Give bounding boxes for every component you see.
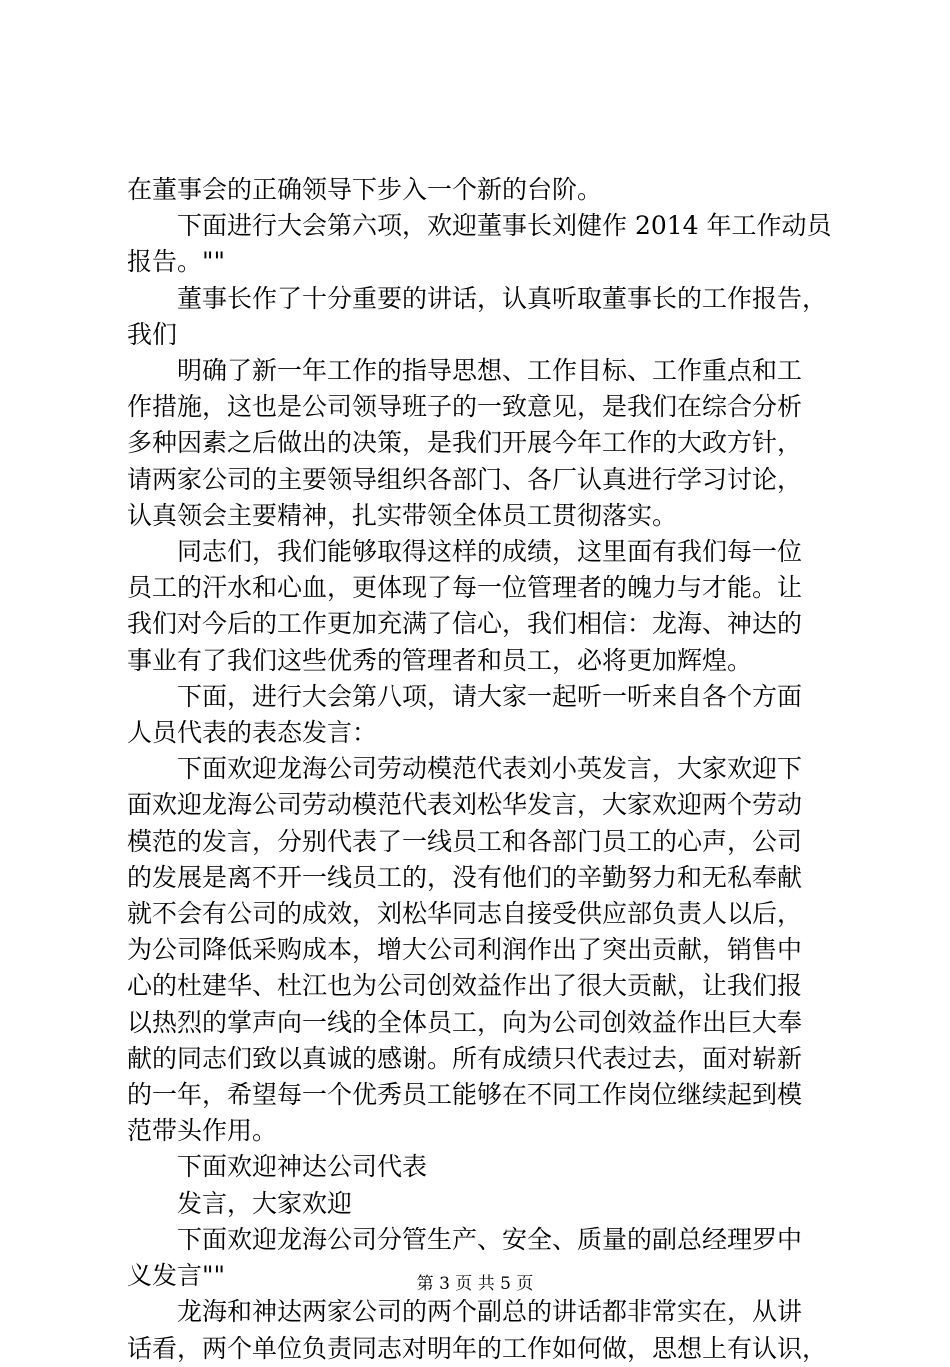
text-line: 认真领会主要精神，扎实带领全体员工贯彻落实。 (127, 500, 678, 530)
text-line: 下面进行大会第六项，欢迎董事长刘健作 2014 年工作动员 (127, 211, 832, 241)
text-line: 龙海和神达两家公司的两个副总的讲话都非常实在，从讲 (127, 1297, 803, 1327)
text-line: 下面欢迎神达公司代表 (127, 1152, 428, 1182)
text-line: 董事长作了十分重要的讲话，认真听取董事长的工作报告， (127, 283, 828, 313)
page-footer: 第 3 页 共 5 页 (416, 1274, 534, 1294)
text-line: 下面欢迎龙海公司劳动模范代表刘小英发言，大家欢迎下 (127, 754, 803, 784)
text-line: 人员代表的表态发言： (127, 718, 378, 748)
text-line: 就不会有公司的成效，刘松华同志自接受供应部负责人以后， (127, 899, 803, 929)
text-line: 献的同志们致以真诚的感谢。所有成绩只代表过去，面对崭新 (127, 1043, 803, 1073)
text-line: 模范的发言，分别代表了一线员工和各部门员工的心声，公司 (127, 826, 803, 856)
text-line: 员工的汗水和心血，更体现了每一位管理者的魄力与才能。让 (127, 573, 803, 603)
text-line: 事业有了我们这些优秀的管理者和员工，必将更加辉煌。 (127, 645, 753, 675)
text-line: 的一年，希望每一个优秀员工能够在不同工作岗位继续起到模 (127, 1080, 803, 1110)
text-line: 明确了新一年工作的指导思想、工作目标、工作重点和工 (127, 356, 803, 386)
text-line: 我们对今后的工作更加充满了信心，我们相信：龙海、神达的 (127, 609, 803, 639)
text-line: 义发言"" (127, 1261, 225, 1291)
text-line: 多种因素之后做出的决策，是我们开展今年工作的大政方针， (127, 428, 803, 458)
text-line: 请两家公司的主要领导组织各部门、各厂认真进行学习讨论， (127, 464, 803, 494)
document-body (127, 172, 837, 1367)
text-line: 下面，进行大会第八项，请大家一起听一听来自各个方面 (127, 681, 803, 711)
text-line: 面欢迎龙海公司劳动模范代表刘松华发言，大家欢迎两个劳动 (127, 790, 803, 820)
text-line: 心的杜建华、杜江也为公司创效益作出了很大贡献，让我们报 (127, 971, 803, 1001)
body-paragraph (127, 172, 837, 1367)
text-line: 范带头作用。 (127, 1116, 278, 1146)
text-line: 发言，大家欢迎 (127, 1188, 353, 1218)
text-line: 报告。"" (127, 247, 225, 277)
text-line: 在董事会的正确领导下步入一个新的台阶。 (127, 175, 603, 204)
text-line: 话看，两个单位负责同志对明年的工作如何做，思想上有认识， (127, 1333, 828, 1363)
text-line: 为公司降低采购成本，增大公司利润作出了突出贡献，销售中 (127, 935, 803, 965)
text-line: 以热烈的掌声向一线的全体员工，向为公司创效益作出巨大奉 (127, 1007, 803, 1037)
text-line: 下面欢迎龙海公司分管生产、安全、质量的副总经理罗中 (127, 1224, 803, 1254)
text-line: 的发展是离不开一线员工的，没有他们的辛勤努力和无私奉献 (127, 862, 803, 892)
text-line: 同志们，我们能够取得这样的成绩，这里面有我们每一位 (127, 537, 803, 567)
text-line: 我们 (127, 319, 178, 349)
text-line: 作措施，这也是公司领导班子的一致意见，是我们在综合分析 (127, 392, 803, 422)
